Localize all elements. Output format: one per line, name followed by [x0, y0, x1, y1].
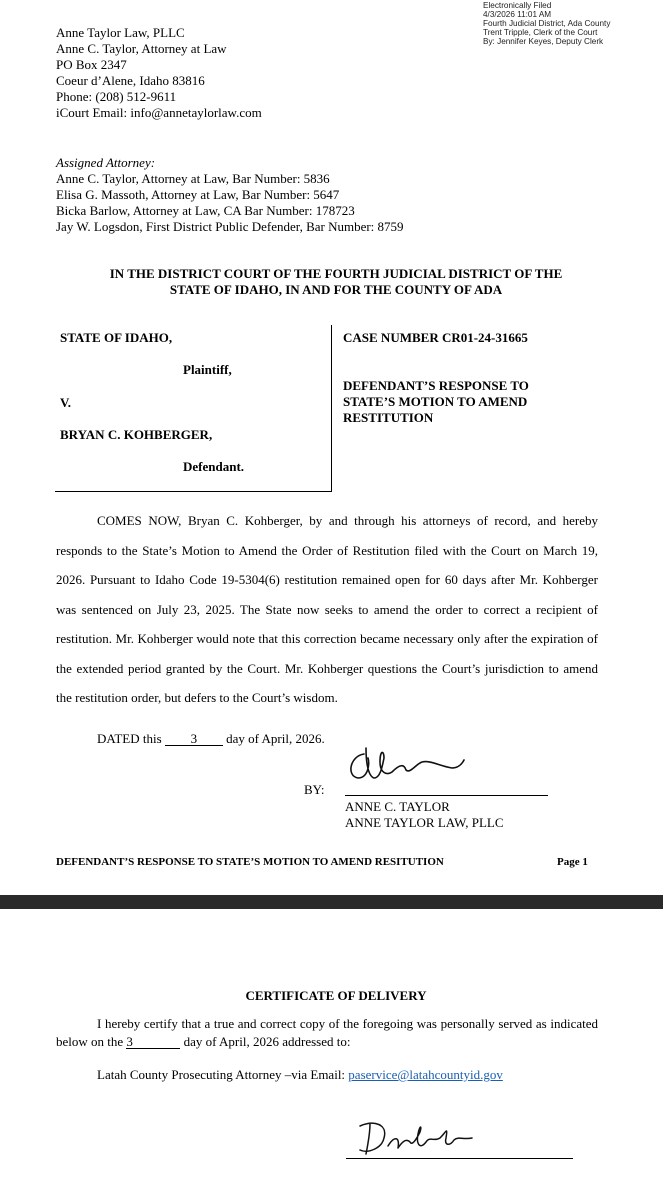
assigned-attorneys	[56, 155, 404, 235]
response-paragraph: COMES NOW, Bryan C. Kohberger, by and through his attorneys of record, and hereby responds to the State’s Motion to Amend the Order of Restitution filed with the Court on March 19, 2026. Pursuant to Idaho Code 19-5304(6) restitution remained open for 60 days after Mr. Kohberger was sentenced on July 23, 2025. The State now seeks to amend the order to correct a recipient of restitution. Mr. Kohberger would note that this correction became necessary only after the expiration of the extended period granted by the Court. Mr. Kohberger questions the Court’s jurisdiction to amend the restitution order, but defers to the Court’s wisdom.	[56, 513, 598, 705]
attorney-line: Bicka Barlow, Attorney at Law, CA Bar Number: 178723	[56, 203, 355, 218]
document-title-line-3: RESTITUTION	[343, 410, 434, 425]
recipient-line	[97, 1067, 503, 1083]
certificate-paragraph	[56, 1015, 598, 1051]
stamp-line: 4/3/2026 11:01 AM	[483, 10, 552, 19]
city-state: Coeur d’Alene, Idaho 83816	[56, 73, 205, 88]
page-footer-title: DEFENDANT’S RESPONSE TO STATE’S MOTION TO AMEND RESITUTION	[56, 856, 444, 868]
plaintiff-name: STATE OF IDAHO,	[60, 330, 173, 345]
versus-label: V.	[60, 395, 71, 410]
response-body	[56, 506, 598, 713]
stamp-line: Fourth Judicial District, Ada County	[483, 19, 611, 28]
phone: Phone: (208) 512-9611	[56, 89, 177, 104]
signature-block	[345, 799, 504, 831]
assigned-label: Assigned Attorney:	[56, 155, 156, 170]
stamp-line: Electronically Filed	[483, 1, 552, 10]
dated-day: 3	[165, 733, 223, 746]
certificate-signature	[354, 1116, 494, 1160]
attorney-signature	[344, 742, 474, 790]
letterhead	[56, 25, 262, 121]
firm-name: Anne Taylor Law, PLLC	[56, 25, 185, 40]
court-heading	[56, 266, 616, 298]
plaintiff-role: Plaintiff,	[183, 362, 232, 377]
certificate-text-after: day of April, 2026 addressed to:	[183, 1034, 351, 1049]
icourt-email: iCourt Email: info@annetaylorlaw.com	[56, 105, 262, 120]
caption-divider-vertical	[331, 325, 332, 492]
dated-prefix: DATED this	[97, 731, 162, 746]
recipient-email-link[interactable]: paservice@latahcountyid.gov	[348, 1067, 503, 1082]
certificate-day: 3	[126, 1036, 180, 1049]
signer-name: ANNE C. TAYLOR	[345, 799, 450, 814]
stamp-line: Trent Tripple, Clerk of the Court	[483, 28, 598, 37]
case-number: CASE NUMBER CR01-24-31665	[343, 330, 528, 345]
attorney-name: Anne C. Taylor, Attorney at Law	[56, 41, 227, 56]
defendant-name: BRYAN C. KOHBERGER,	[60, 427, 213, 442]
signer-firm: ANNE TAYLOR LAW, PLLC	[345, 815, 504, 830]
defendant-role: Defendant.	[183, 459, 245, 474]
dated-line	[97, 731, 325, 747]
dated-suffix: day of April, 2026.	[226, 731, 325, 746]
document-title-line-1: DEFENDANT’S RESPONSE TO	[343, 378, 529, 393]
certificate-title: CERTIFICATE OF DELIVERY	[245, 988, 427, 1003]
stamp-line: By: Jennifer Keyes, Deputy Clerk	[483, 37, 604, 46]
court-heading-line-1: IN THE DISTRICT COURT OF THE FOURTH JUDICIAL DISTRICT OF THE	[109, 266, 563, 281]
certificate-signature-line	[346, 1158, 573, 1159]
page-number: Page 1	[557, 856, 588, 868]
by-label: BY:	[304, 782, 325, 797]
po-box: PO Box 2347	[56, 57, 127, 72]
caption-divider-horizontal	[55, 491, 332, 492]
document-title	[343, 378, 529, 426]
court-heading-line-2: STATE OF IDAHO, IN AND FOR THE COUNTY OF ADA	[169, 282, 503, 297]
efiling-stamp	[483, 1, 610, 46]
attorney-line: Jay W. Logsdon, First District Public Defender, Bar Number: 8759	[56, 219, 404, 234]
certificate-text-before: I hereby certify that a true and correct copy of the foregoing was personally served as indicated below on the	[56, 1016, 598, 1049]
attorney-line: Anne C. Taylor, Attorney at Law, Bar Number: 5836	[56, 171, 330, 186]
certificate-body	[56, 1015, 598, 1051]
page-divider	[0, 895, 663, 909]
attorney-line: Elisa G. Massoth, Attorney at Law, Bar Number: 5647	[56, 187, 340, 202]
signature-line	[345, 795, 548, 796]
recipient-label: Latah County Prosecuting Attorney –via Email:	[97, 1067, 346, 1082]
document-title-line-2: STATE’S MOTION TO AMEND	[343, 394, 528, 409]
